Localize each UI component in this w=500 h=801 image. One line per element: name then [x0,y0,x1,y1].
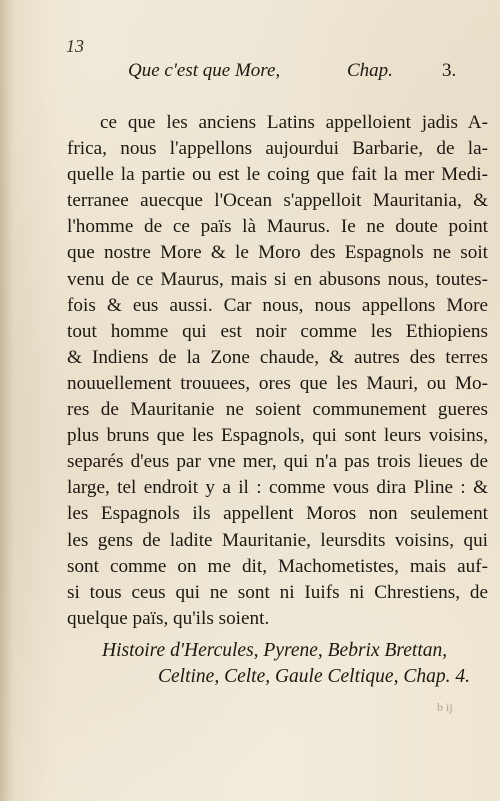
text-line: quelque païs, qu'ils soient. [67,607,270,629]
text-line: que nostre More & le Moro des Espagnols ne soit [67,242,488,264]
running-head-title: Que c'est que More, [128,60,281,81]
text-line: les gens de ladite Mauritanie, leursdits voisins, qui [67,529,488,551]
text-line: res de Mauritanie ne soient communement gueres [67,399,488,421]
text-line: fois & eus aussi. Car nous, nous appellons More [67,294,488,316]
text-line: large, tel endroit y a il : comme vous dira Pline : & [67,477,488,499]
text-line: venu de ce Maurus, mais si en abusons nous, toutes- [67,268,488,290]
text-line: quelle la partie ou est le coing que fait la mer Medi- [67,164,488,186]
heading-line: Histoire d'Hercules, Pyrene, Bebrix Brettan, [102,640,448,661]
text-line: plus bruns que les Espagnols, qui sont leurs voisins, [67,425,488,447]
running-head-number: 3. [442,60,457,81]
running-head-chapter: Chap. [347,60,393,81]
body-text [67,110,488,632]
folio-number: 13 [66,36,84,56]
heading-line: Celtine, Celte, Gaule Celtique, Chap. 4. [158,666,470,687]
text-line: frica, nous l'appellons aujourdui Barbarie, de la- [67,138,488,160]
text-line: sont comme on me dit, Machometistes, mais auf- [67,555,488,577]
text-line: tout homme qui est noir comme les Ethiopiens [67,320,488,342]
text-line: si tous ceus qui ne sont ni Iuifs ni Chrestiens, de [67,581,488,603]
text-line: terranee auecque l'Ocean s'appelloit Mauritania, & [67,190,488,212]
text-line: les Espagnols ils appellent Moros non seulement [67,503,488,525]
running-head [0,60,500,90]
text-line: & Indiens de la Zone chaude, & autres des terres [67,346,488,368]
text-line: ce que les anciens Latins appelloient jadis A- [100,112,488,133]
signature-mark: b ij [437,700,453,714]
text-line: separés d'eus par vne mer, qui n'a pas trois lieues de [67,451,488,473]
page-gutter-shadow [0,0,14,801]
text-line: l'homme de ce païs là Maurus. Ie ne doute point [67,216,488,238]
text-line: nouuellement trouuees, ores que les Mauri, ou Mo- [67,372,488,394]
